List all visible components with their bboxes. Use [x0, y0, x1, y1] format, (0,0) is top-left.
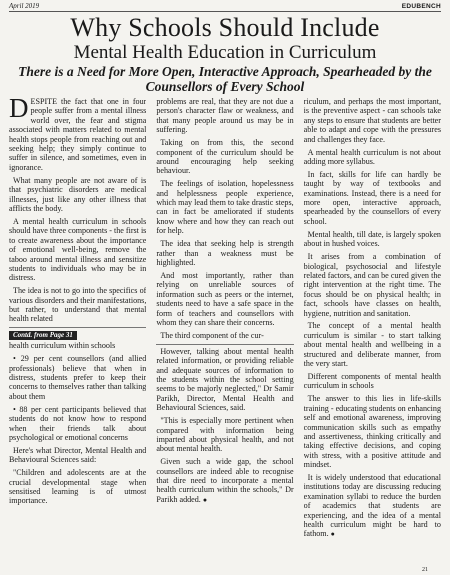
paragraph: Taking on from this, the second component of the curriculum should be around encouraging help seeking behaviour.	[156, 138, 294, 176]
column-3	[304, 97, 441, 554]
publication-name: EDUBENCH	[401, 3, 441, 10]
bullet-paragraph: • 29 per cent counsellors (and allied professionals) believe that when in distress, students prefer to keep their concerns to themselves rather than talking about them	[9, 354, 147, 401]
paragraph: The idea is not to go into the specifics of various disorders and their manifestations, but rather, to understand that mental health related	[9, 286, 147, 324]
article-title: Why Schools Should Include	[70, 13, 380, 42]
bullet-paragraph: • 88 per cent participants believed that students do not know how to respond when their friends talk about psychological or emotional concerns	[9, 404, 147, 442]
paragraph: Here's what Director, Mental Health and Behavioural Sciences said:	[9, 445, 147, 465]
paragraph: What many people are not aware of is that psychiatric disorders are medical illnesses, just like any other illness that afflicts the body.	[9, 175, 147, 213]
paragraph: health curriculum within schools	[9, 341, 116, 351]
article-subtitle: Mental Health Education in Curriculum	[73, 42, 377, 63]
paragraph: problems are real, that they are not due a person's character flaw or weakness, and that many people around us may be in suffering.	[156, 97, 294, 135]
paragraph: The third component of the cur-	[160, 330, 264, 340]
issue-date: April 2019	[9, 2, 40, 10]
paragraph: The idea that seeking help is strength rather than a weakness must be highlighted.	[156, 239, 294, 267]
divider	[9, 327, 146, 328]
paragraph: The feelings of isolation, hopelessness and helplessness people experience, which may lead them to take drastic steps, can in fact be ameliorated if students know where and how they can reach out for help.	[156, 179, 294, 236]
column-2	[156, 97, 293, 554]
paragraph: A mental health curriculum in schools should have three components - the first is to create awareness about the importance of emotional well-being, remove the taboo around mental illness and sensitize students to individuals who may be in distress.	[9, 216, 147, 283]
paragraph: "This is especially more pertinent when compared with information being imparted about physical health, and not about mental health.	[156, 416, 294, 454]
paragraph: And most importantly, rather than relying on unreliable sources of information such as peers or the internet, students need to have a safe space in the form of teachers and counsellors with whom they can share their concerns.	[156, 270, 294, 327]
paragraph: Mental health, till date, is largely spoken about in hushed voices.	[303, 229, 441, 249]
article-body	[9, 97, 441, 554]
paragraph: The concept of a mental health curriculum is similar - to start talking about mental health and wellbeing in a structured and deliberate manner, from the very start.	[303, 321, 441, 369]
paragraph: The answer to this lies in life-skills training - educating students on enhancing self and emotional awareness, improving communication skills such as empathy and assertiveness, thinking critically and taking effective decisions, and coping with stress, with a positive attitude and mindset.	[303, 394, 441, 470]
paragraph: However, talking about mental health related information, or providing reliable and adequate sources of information to the students within the school setting seems to be majorly neglected," Dr Samir Parikh, Director, Mental Health and Behavioural Sciences, said.	[156, 346, 294, 413]
drop-cap: D	[9, 97, 29, 123]
paragraph: It is widely understood that educational institutions today are discussing reducing examination syllabi to reduce the burden of academics that students are experiencing, and the idea of a mental health curriculum might be hard to fathom. ●	[303, 473, 441, 539]
paragraph: A mental health curriculum is not about adding more syllabus.	[303, 147, 441, 166]
paragraph: riculum, and perhaps the most important, is the preventive aspect - can schools take any steps to ensure that students are better able to adapt and cope with the pressures and challenges they face.	[303, 97, 441, 144]
paragraph: Given such a wide gap, the school counsellors are indeed able to recognise that dire need to incorporate a mental health curriculum within the schools," Dr Parikh added. ●	[156, 457, 294, 504]
running-header	[9, 0, 441, 12]
column-1	[9, 97, 146, 554]
paragraph: In fact, skills for life can hardly be taught by way of textbooks and examinations. Instead, there is a need for more open, interactive approach, spearheaded by the counsellors of every school.	[303, 169, 441, 226]
paragraph: Different components of mental health curriculum in schools	[303, 371, 441, 391]
paragraph: DESPITE the fact that one in four people suffer from a mental illness world over, the fear and stigma associated with matters related to mental health stops people from reaching out and seeking help; they simply continue to suffer in silence, and sometimes, even in ignorance.	[9, 97, 147, 172]
paragraph: It arises from a combination of biological, psychosocial and lifestyle related factors, and can be cured given the right intervention at the right time. The focus should be on physical health; in fact, schools have classes on health, hygiene, nutrition and sanitation.	[303, 252, 441, 318]
page-number: 21	[422, 567, 428, 573]
quote-paragraph: "Children and adolescents are at the crucial developmental stage when sensitised learning is of utmost importance.	[9, 468, 147, 506]
end-mark: ●	[330, 530, 335, 539]
end-mark: ●	[202, 495, 208, 504]
article-deck: There is a Need for More Open, Interactive Approach, Spearheaded by the Counsellors of Every School	[18, 64, 432, 94]
continued-from-label: Contd. from Page 31	[9, 331, 77, 340]
divider	[156, 344, 293, 345]
